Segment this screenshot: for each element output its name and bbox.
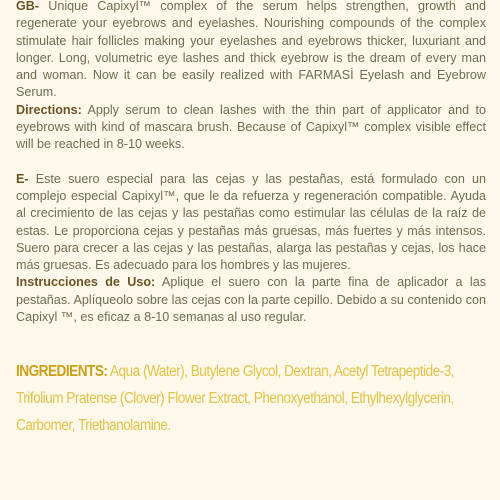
ingredients-label: INGREDIENTS: (16, 363, 108, 381)
english-description-text: Unique Capixyl™ complex of the serum helps strengthen, growth and regenerate your eyebrows and eyelashes. Nourishing compounds of the complex stimulate hair follicles making your eyelashes and eyebrows thicker, luxuriant and longer. Long, volumetric eye lashes and thick eyebrow is the dream of every man and woman. Now it can be easily realized with FARMASİ Eyelash and Eyebrow Serum. (16, 0, 486, 100)
spanish-description (16, 171, 486, 275)
ingredients-list (16, 358, 491, 439)
ingredients-text: Aqua (Water), Butylene Glycol, Dextran, Acetyl Tetrapeptide-3, Trifolium Pratense (Clover) Flower Extract, Phenoxyethanol, Ethylhexylglycerin, Carbomer, Triethanolamine. (16, 363, 454, 435)
spanish-section (16, 171, 486, 327)
directions-text: Apply serum to clean lashes with the thin part of applicator and to eyebrows with kind of mascara brush. Because of Capixyl™ complex visible effect will be reached in 8-10 weeks. (16, 102, 486, 152)
instructions-label: Instrucciones de Uso: (16, 275, 156, 290)
english-description (16, 0, 486, 102)
spanish-instructions (16, 274, 486, 326)
spanish-description-text: Este suero especial para las cejas y las pestañas, está formulado con un complejo especial Capixyl™, que le da refuerza y regeneración compatible. Ayuda al crecimiento de las cejas y las pestañas como estimular las células de la raíz de estas. Le proporciona cejas y pestañas más gruesas, más fuertes y más intensos. Suero para crecer a las cejas y las pestañas, alarga las pestañas y cejas, los hace más gruesas. Es adecuado para los hombres y las mujeres. (16, 171, 486, 273)
directions-label: Directions: (16, 102, 82, 117)
spanish-label: E- (16, 171, 29, 186)
english-section (16, 0, 486, 154)
english-directions (16, 102, 486, 154)
instructions-text: Aplique el suero con la parte fina de aplicador a las pestañas. Aplíqueolo sobre las cejas con la parte cepillo. Debido a su contenido con Capixyl ™, es eficaz a 8-10 semanas al uso regular. (16, 275, 486, 325)
english-label: GB- (16, 0, 40, 13)
